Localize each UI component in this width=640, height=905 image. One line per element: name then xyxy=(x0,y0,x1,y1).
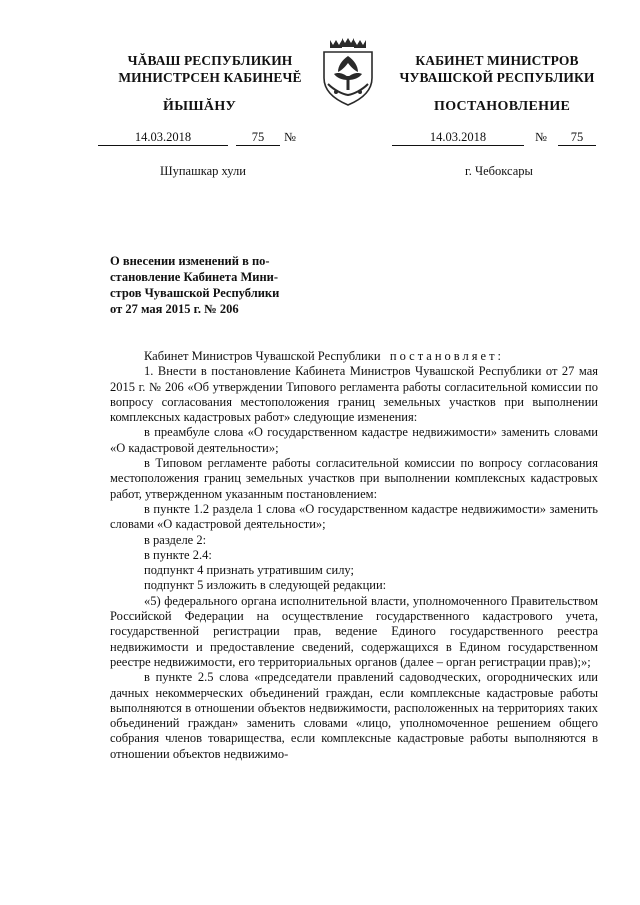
body-paragraph: в пункте 2.5 слова «председатели правлений садоводческих, огороднических или дачных некоммерческих объединений граждан, если комплексные кадастровые работы выполняются в отношении объектов недвижимости, расположенных на территориях таких объединений граждан» заменить словами «лицо, уполномоченное решением общего собрания членов товарищества, если комплексные кадастровые работы выполняются в отношении объектов недвижимо- xyxy=(110,670,598,761)
body-paragraph: в преамбуле слова «О государственном кадастре недвижимости» заменить словами «О кадастровой деятельности»; xyxy=(110,425,598,455)
right-date: 14.03.2018 xyxy=(392,130,524,146)
right-doctype: ПОСТАНОВЛЕНИЕ xyxy=(434,99,571,114)
right-number-sign: № xyxy=(535,130,547,144)
document-body xyxy=(110,349,598,762)
preamble-verb: постановляет: xyxy=(389,349,505,363)
title-line: стров Чувашской Республики xyxy=(110,286,280,300)
preamble-lead: Кабинет Министров Чувашской Республики xyxy=(144,349,381,363)
body-paragraph: подпункт 4 признать утратившим силу; xyxy=(144,563,354,578)
right-place: г. Чебоксары xyxy=(465,164,533,178)
right-org-line-1: КАБИНЕТ МИНИСТРОВ xyxy=(415,53,579,68)
body-paragraph: в Типовом регламенте работы согласительной комиссии по вопросу согласования местоположения границ земельных участков при выполнении комплексных кадастровых работ, утвержденном указанным постановлением: xyxy=(110,456,598,501)
left-date: 14.03.2018 xyxy=(98,130,228,146)
left-number-sign: № xyxy=(284,130,296,144)
body-paragraph: в разделе 2: xyxy=(144,532,207,547)
body-paragraph: в пункте 2.4: xyxy=(144,547,212,562)
title-line: становление Кабинета Мини- xyxy=(110,270,279,284)
preamble xyxy=(110,349,598,364)
left-org-line-2: МИНИСТРСЕН КАБИНЕЧĔ xyxy=(118,70,302,85)
title-line: от 27 мая 2015 г. № 206 xyxy=(110,302,239,316)
body-paragraph: «5) федерального органа исполнительной власти, уполномоченного Правительством Российской Федерации на осуществление государственного кадастрового учета, государственной регистрации прав, ведение Единого государственного реестра недвижимости и предоставление сведений, содержащихся в Едином государственном реестре недвижимости, его территориальных органов (далее – орган регистрации прав);»; xyxy=(110,593,598,669)
document-title xyxy=(110,253,302,317)
left-org-name xyxy=(100,52,320,86)
right-number: 75 xyxy=(558,130,596,146)
left-place: Шупашкар хули xyxy=(160,164,246,178)
left-number: 75 xyxy=(236,130,280,146)
right-org-name xyxy=(392,52,602,86)
right-org-line-2: ЧУВАШСКОЙ РЕСПУБЛИКИ xyxy=(399,70,595,85)
left-doctype: ЙЫШĂНУ xyxy=(163,99,237,114)
chuvash-coat-of-arms-icon xyxy=(316,36,380,108)
body-paragraph: 1. Внести в постановление Кабинета Министров Чувашской Республики от 27 мая 2015 г. № 206 «Об утверждении Типового регламента работы согласительной комиссии по вопросу согласования местоположения границ земельных участков при выполнении комплексных кадастровых работ» следующие изменения: xyxy=(110,364,598,425)
body-paragraph: в пункте 1.2 раздела 1 слова «О государственном кадастре недвижимости» заменить словами «О кадастровой деятельности»; xyxy=(110,501,598,532)
left-org-line-1: ЧĂВАШ РЕСПУБЛИКИН xyxy=(127,53,293,68)
title-line: О внесении изменений в по- xyxy=(110,254,270,268)
body-paragraph: подпункт 5 изложить в следующей редакции: xyxy=(144,578,387,593)
